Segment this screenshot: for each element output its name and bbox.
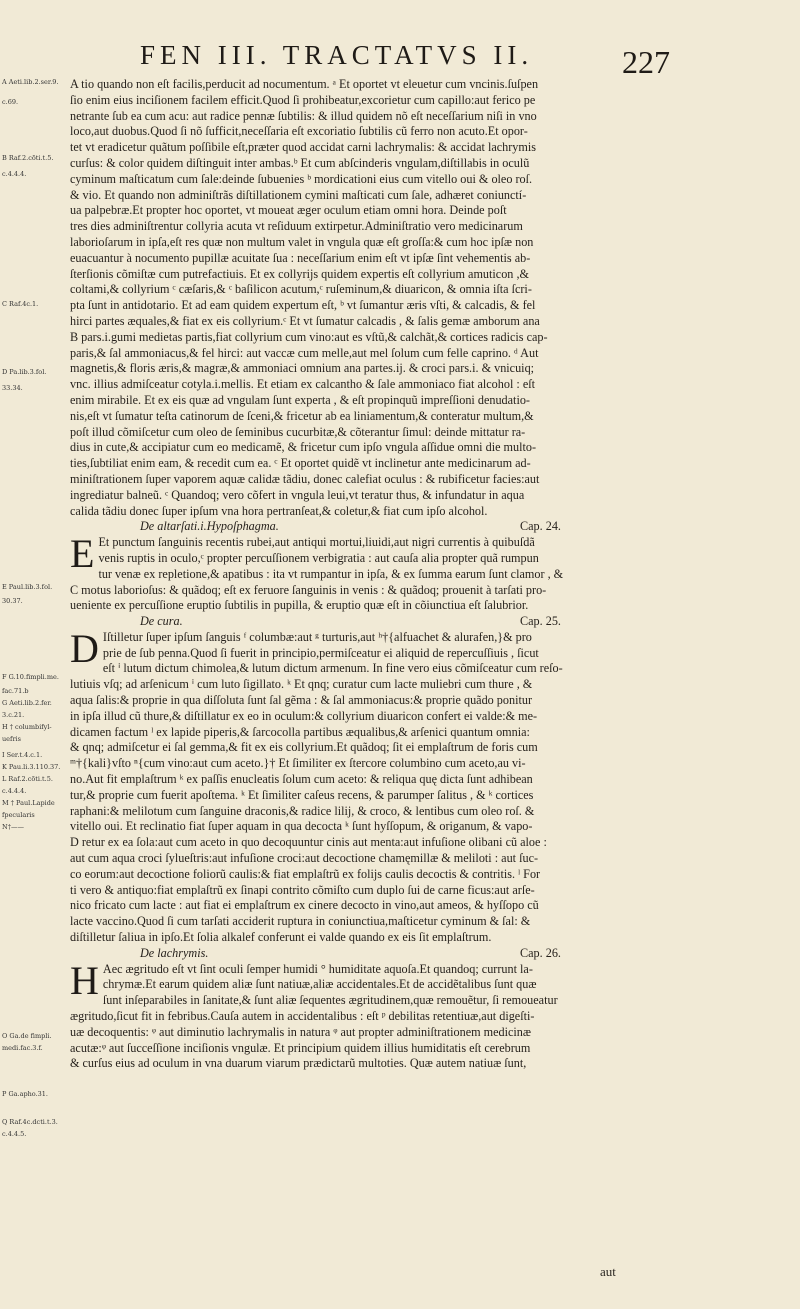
text-line: tres dies adminiſtrentur collyria acuta vt reſiduum extirpetur.Adminiſtratio vero medicinarum — [70, 219, 523, 234]
text-line: tur venæ ex repletione,& apatibus : ita vt rumpantur in ipſa, & ex ſumma earum ſunt clamor , & — [98, 566, 564, 581]
chapter-title: De lachrymis. — [140, 945, 209, 960]
text-line: nico fricato cum lacte : aut fiat ei emplaſtrum ex cinere decocto in vino,aut ameos, & hyſſopo cũ — [70, 898, 539, 913]
margin-note: C Raf.4c.1. — [2, 300, 39, 308]
margin-note: H † columbifyl- — [2, 723, 52, 731]
text-line: hirci partes æquales,& fiat ex eis collyrium.ᶜ Et vt ſumatur calcadis , & ſalis gemæ amborum ana — [70, 313, 540, 328]
text-line: Iſtilletur ſuper ipſum ſanguis ᶠ columbæ:aut ᵍ turturis,aut ʰ†{alfuachet & alurafen,}& pro — [102, 629, 532, 644]
chapter-title: De altarſati.i.Hypoſphagma. — [140, 519, 279, 534]
margin-note: I Ser.t.4.c.1. — [2, 751, 43, 759]
margin-note: 33.34. — [2, 384, 23, 392]
text-line: lacte vaccino.Quod ſi cum tarſati acciderit ruptura in coniunctiua,maſticetur cyminum & ſal: & — [70, 914, 531, 929]
chapter-body — [70, 535, 666, 614]
text-line: tur,& proprie cum fuerit apoſtema. ᵏ Et ſimiliter caſeus recens, & parumper ſalitus , & ᵏ cortices — [70, 787, 534, 802]
text-line: ſterſionis cõmiſtæ cum putrefactiuis. Et ex collyrijs quidem expertis eſt collyrium amuticon ,& — [70, 266, 529, 281]
text-line: Aec ægritudo eſt vt ſint oculi ſemper humidi ° humiditate aquoſa.Et quandoq; currunt la- — [102, 961, 533, 976]
folio-number: 227 — [622, 44, 670, 80]
margin-note: G Aeti.lib.2.fer. — [2, 699, 52, 707]
text-line: prie de ſub penna.Quod ſi fuerit in principio,permiſceatur ei aliquid de repercuſſiuis , ſicut — [102, 645, 539, 660]
text-line: dius in cute,& accipiatur cum eo medicamẽ, & fricetur cum ipſo vngula aſſidue omni die multo- — [70, 440, 537, 455]
text-line: vnc. illius admiſceatur cotyla.i.mellis. Et etiam ex calcantho & ſale ammoniaco fiat alcohol : eſt — [70, 377, 535, 392]
margin-note: B Raf.2.cõti.t.5. — [2, 154, 54, 162]
text-line: ſunt inſeparabiles in ſanitate,& ſunt aliæ ſequentes ægritudinem,quæ remouẽtur, ſi remoueatur — [102, 993, 558, 1008]
text-line: poſt illud cõmiſcetur cum oleo de ſeminibus cucurbitæ,& cõterantur ſimul: deinde mittatur ra- — [70, 424, 526, 439]
chapter-number: Cap. 24. — [520, 519, 561, 534]
text-line: dicamen factum ˡ ex lapide piperis,& ſarcocolla partibus æqualibus,& arſenici quantum omnia: — [70, 724, 530, 739]
margin-note: E Paul.lib.3.fol. — [2, 583, 53, 591]
text-line: nis,eſt vt ſumatur teſta catinorum de ſceni,& fricetur ab ea liniamentum,& conteratur multum,& — [70, 408, 534, 423]
margin-note: F G.10.fimpli.me. — [2, 673, 59, 681]
text-line: curſus: & color quidem diſtinguit inter ambas.ᵇ Et cum abſcinderis vngulam,diſtillabis in oculũ — [70, 155, 530, 170]
text-line: ingrediatur balneũ. ᶜ Quandoq; vero cõfert in vngula leui,vt teratur thus, & infundatur in aqua — [70, 487, 525, 502]
text-line: ua palpebræ.Et propter hoc oportet, vt moueat æger oculum etiam omni hora. Deinde poſt — [70, 203, 507, 218]
margin-note: uefris — [2, 735, 21, 743]
margin-notes — [2, 78, 68, 1278]
chapter-body — [70, 962, 666, 1073]
text-line: Et punctum ſanguinis recentis rubei,aut antiqui mortui,liuidi,aut nigri currentis à quibuſdã — [98, 535, 535, 550]
margin-note: M † Paul.Lapide — [2, 799, 55, 807]
text-line: ᵐ†{kali}vſto ⁿ{cum vino:aut cum aceto.}† Et ſimiliter ex ſtercore columbino cum aceto,au vi- — [70, 756, 526, 771]
chapter-heading — [70, 519, 666, 535]
margin-note: c.4.4.4. — [2, 170, 27, 178]
text-line: magnetis,& floris æris,& magræ,& ammoniaci omnium ana partes.ij. & croci pars.i. & vnicuiq; — [70, 361, 535, 376]
text-line: paris,& ſal ammoniacus,& fel hirci: aut vaccæ cum melle,aut mel ſolum cum felle caprino. ᵈ Aut — [70, 345, 539, 360]
text-line: pta ſunt in antidotario. Et ad eam quidem expertum eſt, ᵇ vt ſumantur æris vſti, & calcadis, & fel — [70, 298, 536, 313]
drop-cap: H — [70, 961, 99, 1003]
margin-note: O Ga.de fimpli. — [2, 1032, 52, 1040]
running-head: FEN III. TRACTATVS II. — [140, 40, 534, 70]
margin-note: 3.c.21. — [2, 711, 25, 719]
text-line: aqua ſalis:& proprie in qua diſſoluta ſunt ſal gẽma : & ſal ammoniacus:& proprie quãdo ponitur — [70, 693, 533, 708]
margin-note: fac.71.b — [2, 687, 29, 695]
text-line: ties,ſubtiliat enim eam, & recedit cum ea. ᶜ Et oportet quidẽ vt inclinetur ante medicinarum ad- — [70, 456, 531, 471]
margin-note: 30.37. — [2, 597, 23, 605]
margin-note: fpecularis — [2, 811, 35, 819]
margin-note: c.4.4.5. — [2, 1130, 27, 1138]
text-line: co eorum:aut decoctione foliorũ caulis:& fiat emplaſtrũ ex folijs caulis decoctis & contritis. ˡ For — [70, 866, 541, 881]
text-line: eſt ⁱ lutum dictum chimolea,& lutum dictum armenum. In fine vero eius cõmiſceatur cum reſo- — [102, 661, 563, 676]
text-line: A tio quando non eſt facilis,perducit ad nocumentum. ᵃ Et oportet vt eleuetur cum vncinis.ſuſpen — [70, 77, 539, 91]
drop-cap: E — [70, 535, 95, 577]
text-line: ti vero & antiquo:fiat emplaſtrũ ex ſinapi contrito cõmiſto cum duplo ſui de carne ficus:aut arſe- — [70, 882, 535, 897]
margin-note: c.4.4.4. — [2, 787, 27, 795]
text-line: in ipſa illud cũ thure,& diſtillatur ex eo in oculum:& collyrium diuaricon confert ei valde:& me- — [70, 708, 538, 723]
chapter-body — [70, 630, 666, 946]
text-line: netrante ſub ea cum acu: aut radice pennæ ſubtilis: & illud quidem nõ eſt neceſſarium niſi in vno — [70, 108, 537, 123]
text-line: calida tãdiu donec ſuper ipſum vna hora pertranſeat,& coletur,& fiat cum ipſo alcohol. — [70, 503, 488, 518]
text-line: lutiuis vſq; ad arſenicum ⁱ cum luto ſigillato. ᵏ Et qnq; curatur cum lacte muliebri cum thure , & — [70, 677, 533, 692]
page-header — [140, 40, 670, 80]
catchword: aut — [600, 1264, 616, 1279]
main-text — [70, 77, 666, 1072]
text-line: uæ decoquentis: ᵠ aut diminutio lachrymalis in natura ᵠ aut propter adminiſtrationem medicinæ — [70, 1024, 532, 1039]
chapter-heading — [70, 614, 666, 630]
chapter-title: De cura. — [140, 614, 183, 629]
margin-note: K Pau.li.3.110.37. — [2, 763, 61, 771]
margin-note: D Pa.lib.3.fol. — [2, 368, 47, 376]
text-line: B pars.i.gumi medietas partis,fiat collyrium cum vino:aut es vſtũ,& calchãt,& cortices radicis cap- — [70, 329, 548, 344]
text-line: laborioſarum in ipſa,eſt res quæ non multum valet in vngula quæ eſt groſſa:& cum hoc ipſæ non — [70, 234, 534, 249]
text-line: & vio. Et quando non adminiſtrãs diſtillationem cymini maſticati cum ſale, adhæret coniunctí- — [70, 187, 527, 202]
text-line: ueniente ex percuſſione eruptio ſubtilis in pupilla, & eruptio quæ eſt in cõiunctiua eſt ſalubrior. — [70, 598, 529, 613]
text-line: vitello oui. Et reclinatio fiat ſuper aquam in qua decocta ᵏ ſunt hyſſopum, & origanum, & vapo- — [70, 819, 533, 834]
margin-note: L Raf.2.cõti.t.5. — [2, 775, 53, 783]
text-line: acutæ:ᵠ aut ſucceſſione inciſionis vngulæ. Et principium quidem illius humiditatis eſt cerebrum — [70, 1040, 531, 1055]
text-line: cyminum maſticatum cum ſale:deinde ſubuenies ᵇ mordicationi eius cum vitello oui & oleo roſ. — [70, 171, 533, 186]
chapter-heading — [70, 946, 666, 962]
text-line: & curſus eius ad oculum in vna duarum viarum prædictarũ multoties. Quæ autem natiuæ ſunt, — [70, 1056, 527, 1071]
text-line: D retur ex ea ſola:aut cum aceto in quo decoquuntur cinis aut menta:aut infuſione olibani cũ aloe : — [70, 835, 547, 850]
text-line: no.Aut fit emplaſtrum ᵏ ex paſſis enucleatis ſolum cum aceto: & reliqua quę dicta ſunt adhibean — [70, 772, 533, 787]
text-line: chrymæ.Et earum quidem aliæ ſunt natiuæ,aliæ accidentales.Et de accidẽtalibus ſunt quæ — [102, 977, 537, 992]
text-line: coltami,& collyrium ᶜ cæſaris,& ᶜ baſilicon acutum,ᶜ ruſeminum,& diuaricon, & omnia iſta ſcri- — [70, 282, 532, 297]
text-line: diſtilletur ſaliua in ipſo.Et ſolia alkalef conferunt ei valde quando ex eis ſit emplaſtrum. — [70, 930, 492, 945]
margin-note: c.69. — [2, 98, 19, 106]
text-line: raphani:& melilotum cum ſanguine draconis,& radice lilij, & croco, & lentibus cum oleo roſ. & — [70, 803, 535, 818]
margin-note: A Aeti.lib.2.ser.9. — [2, 78, 59, 86]
text-line: C motus laborioſus: & quãdoq; eſt ex feruore ſanguinis in venis : & quãdoq; prouenit à tarſati pro- — [70, 582, 547, 597]
text-line: & qnq; admiſcetur ei ſal gemma,& fit ex eis collyrium.Et quãdoq; ſit ei emplaſtrum de foris cum — [70, 740, 538, 755]
chapter-number: Cap. 25. — [520, 614, 561, 629]
text-line: enim mirabile. Et ex eis quæ ad vngulam ſunt experta , & eſt propinquũ impreſſioni denudatio- — [70, 392, 530, 407]
text-line: ſio enim eius inciſionem facilem efficit.Quod ſi prohibeatur,excorietur cum capillo:aut ferico pe — [70, 92, 536, 107]
text-line: tet vt eradicetur quãtum poſſibile eſt,præter quod accidat carni lachrymalis: & accidat lachrymis — [70, 140, 536, 155]
text-line: ægritudo,ſicut fit in febribus.Cauſa autem in accidentalibus : eſt ᵖ debilitas retentiuæ,aut digeſti- — [70, 1009, 535, 1024]
text-line: euacuantur à nocumento pupillæ acuitate ſua : neceſſarium enim eſt vt ipſæ ſint vehementis ab- — [70, 250, 531, 265]
margin-note: P Ga.apho.31. — [2, 1090, 48, 1098]
margin-note: N†—— — [2, 823, 24, 831]
text-line: aut cum aqua croci ſylueſtris:aut infuſione croci:aut decoctione chamęmillæ & meliloti : aut ſuc- — [70, 851, 539, 866]
text-line: loco,aut duobus.Quod ſi nõ ſufficit,neceſſaria eſt excoriatio ſubtilis cũ ferro non acuto.Et opor- — [70, 124, 528, 139]
text-line: venis ruptis in oculo,ᶜ propter percuſſionem verbigratia : aut cauſa alia propter quã rumpun — [98, 550, 539, 565]
drop-cap: D — [70, 629, 99, 671]
margin-note: Q Raf.4c.dcti.t.3. — [2, 1118, 58, 1126]
margin-note: medi.fac.3.f. — [2, 1044, 43, 1052]
text-line: miniſtrationem ſuper vaporem aquæ calidæ tãdiu, donec calefiat oculus : & rubificetur facies:aut — [70, 471, 540, 486]
chapter-number: Cap. 26. — [520, 945, 561, 960]
